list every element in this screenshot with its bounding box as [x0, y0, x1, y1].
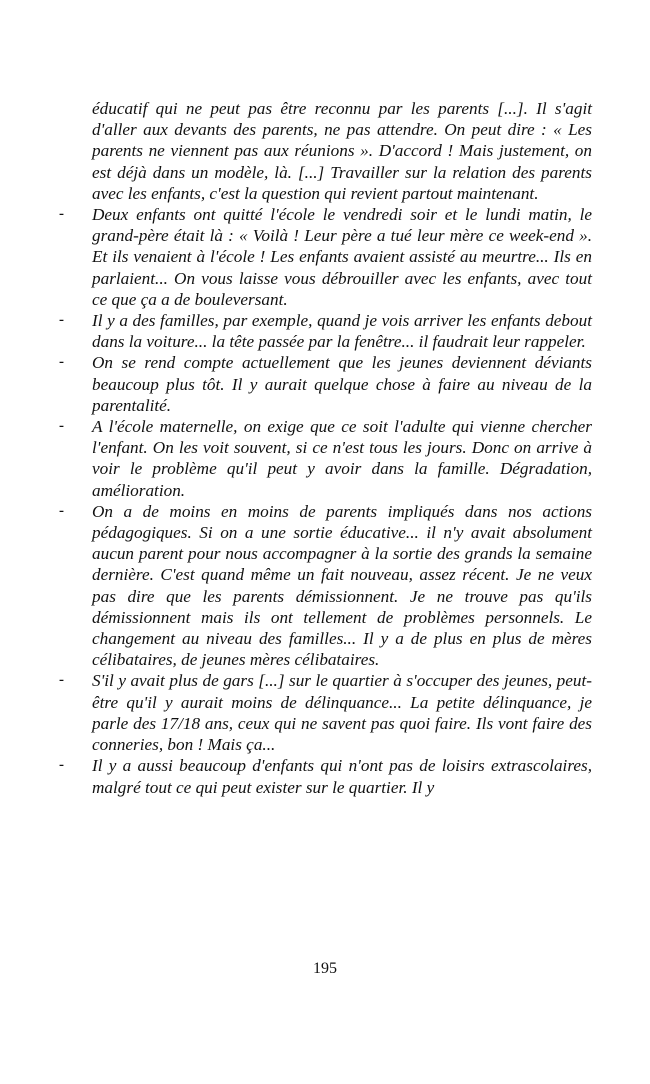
- bullet-marker: -: [59, 502, 64, 519]
- list-item-text: Il y a des familles, par exemple, quand je vois arriver les enfants debout dans la voiture... la tête passée par la fenêtre... il faudrait leur rappeler.: [92, 311, 592, 352]
- page-number: 195: [313, 960, 337, 977]
- bullet-marker: -: [59, 757, 64, 774]
- list-item-text: S'il y avait plus de gars [...] sur le quartier à s'occuper des jeunes, peut-être qu'il y aurait moins de délinquance... La petite délinquance, je parle des 17/18 ans, ceux qui ne savent pas quoi faire. Ils vont faire des conneries, bon ! Mais ça...: [92, 671, 592, 755]
- bullet-marker: -: [59, 312, 64, 329]
- list-item-text: A l'école maternelle, on exige que ce soit l'adulte qui vienne chercher l'enfant. On les voit souvent, si ce n'est tous les jours. Donc on arrive à voir le problème qu'il peut y avoir dans la famille. Dégradation, amélioration.: [92, 417, 592, 500]
- list-item: [59, 416, 592, 501]
- intro-paragraph: éducatif qui ne peut pas être reconnu par les parents [...]. Il s'agit d'aller aux devants des parents, ne pas attendre. On peut dire : « Les parents ne viennent pas aux réunions ». D'accord ! Mais justement, on est déjà dans un modèle, là. [...] Travailler sur la relation des parents avec les enfants, c'est la question qui revient partout maintenant.: [92, 99, 592, 203]
- list-item-text: Il y a aussi beaucoup d'enfants qui n'ont pas de loisirs extrascolaires, malgré tout ce qui peut exister sur le quartier. Il y: [92, 756, 592, 797]
- list-item: [59, 501, 592, 671]
- list-item: [59, 755, 592, 797]
- list-item-text: Deux enfants ont quitté l'école le vendredi soir et le lundi matin, le grand-père était là : « Voilà ! Leur père a tué leur mère ce week-end ». Et ils venaient à l'école ! Les enfants avaient assisté au meurtre... Ils en parlaient... On vous laisse vous débrouiller avec les enfants, avec tout ce que ça a de bouleversant.: [92, 205, 592, 309]
- list-item: [59, 352, 592, 416]
- bullet-marker: -: [59, 354, 64, 371]
- bullet-marker: -: [59, 418, 64, 435]
- page-body: [59, 98, 592, 798]
- bullet-marker: -: [59, 672, 64, 689]
- list-item: [59, 670, 592, 755]
- list-item: [59, 204, 592, 310]
- list-item: [59, 310, 592, 352]
- list-item-text: On se rend compte actuellement que les jeunes deviennent déviants beaucoup plus tôt. Il y aurait quelque chose à faire au niveau de la parentalité.: [92, 353, 592, 415]
- list-item-text: On a de moins en moins de parents impliqués dans nos actions pédagogiques. Si on a une sortie éducative... il n'y avait absolument aucun parent pour nous accompagner à la sortie des grands la semaine dernière. C'est quand même un fait nouveau, assez récent. Je ne veux pas dire que les parents démissionnent. Je ne trouve pas qu'ils démissionnent mais ils ont tellement de problèmes personnels. Le changement au niveau des familles... Il y a de plus en plus de mères célibataires, de jeunes mères célibataires.: [92, 501, 592, 670]
- bullet-marker: -: [59, 206, 64, 223]
